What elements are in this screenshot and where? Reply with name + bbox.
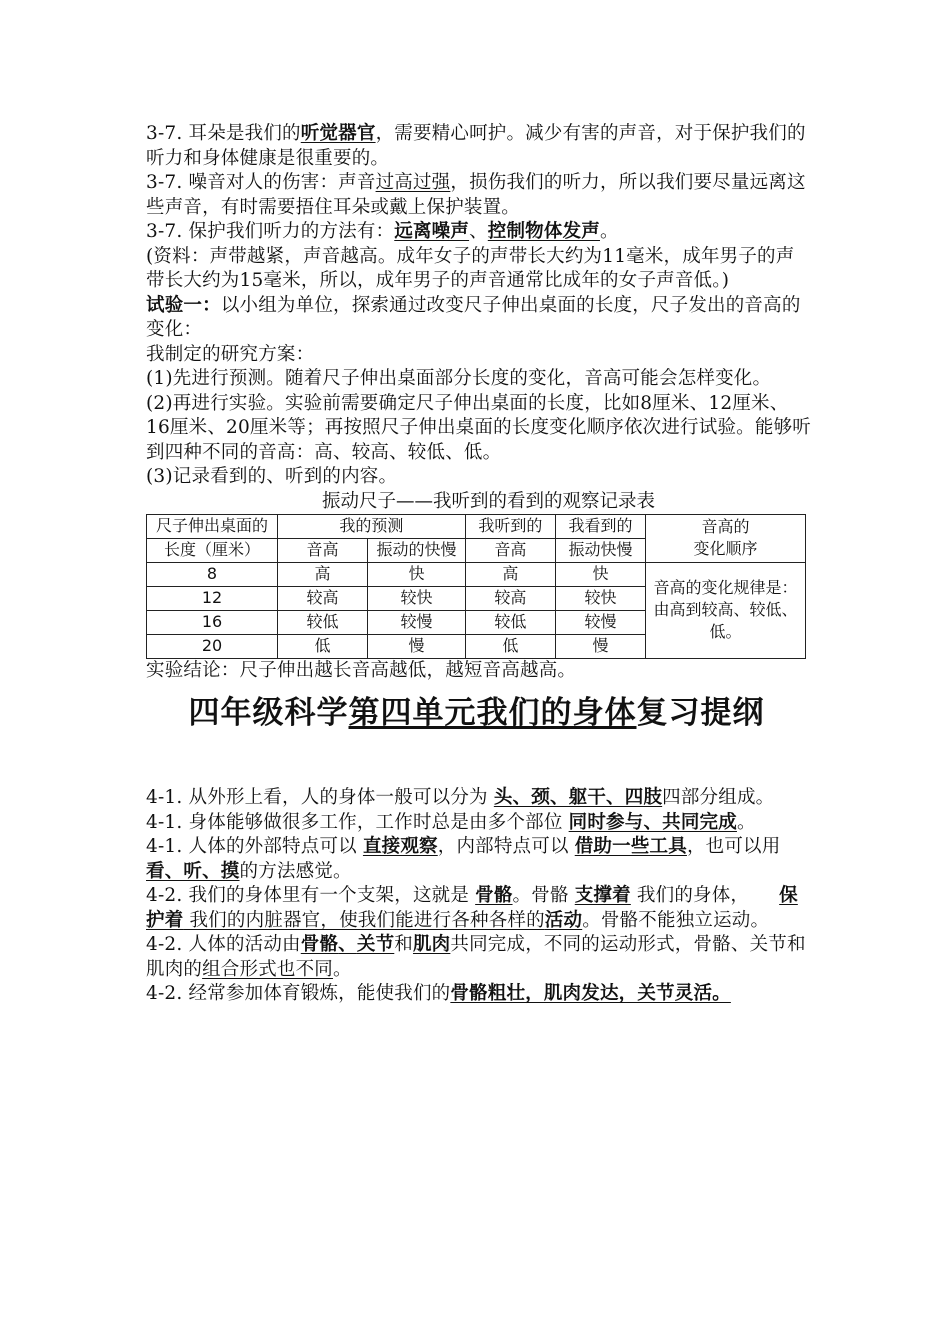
- header-cell: 我看到的: [555, 514, 645, 538]
- answer-blank: 活动: [544, 909, 583, 931]
- paragraph-3-7-ear: [146, 122, 811, 171]
- paragraph-3-7-protect: [146, 220, 811, 245]
- table-cell: 快: [555, 562, 645, 586]
- paragraph-plan: 我制定的研究方案：: [146, 343, 315, 365]
- document-page: [146, 122, 811, 1007]
- text: 我们的身体，: [630, 885, 750, 906]
- text: 。骨骼不能独立运动。: [582, 909, 770, 931]
- heading-text: 复习提纲: [636, 695, 765, 731]
- table-cell: 慢: [555, 634, 645, 658]
- table-cell: 较快: [368, 586, 466, 610]
- answer-blank: 控制物体发声: [487, 221, 600, 242]
- paragraph-conclusion: 实验结论：尺子伸出越长音高越低，越短音高越高。: [146, 659, 577, 681]
- paragraph-4-1-work: [146, 811, 811, 836]
- answer-blank: 骨骼: [300, 934, 339, 955]
- text: ，需要精心呵护。减少有害的声音，对于保护我们的听力和身体健康是很重要的。: [146, 123, 806, 169]
- text: 3-7. 噪音对人的伤害：声音: [146, 172, 376, 193]
- answer-blank: 直接观察: [362, 836, 438, 857]
- heading-text: 四年级科学: [188, 695, 349, 731]
- table-cell: 低: [278, 634, 368, 658]
- header-cell: 我听到的: [465, 514, 555, 538]
- spacer: [146, 733, 811, 786]
- text: 。: [333, 958, 352, 980]
- paragraph-4-2-skeleton: [146, 884, 811, 933]
- text: 的方法感觉。: [239, 860, 352, 882]
- table-cell: 较高: [278, 586, 368, 610]
- text: 4-1. 人体的外部特点可以: [146, 836, 363, 857]
- table-cell-rule: 音高的变化规律是：由高到较高、较低、低。: [646, 562, 806, 658]
- table-cell: 较低: [278, 610, 368, 634]
- text: ，也可以用: [686, 836, 781, 857]
- table-header-row: [147, 514, 806, 538]
- text: 4-2. 经常参加体育锻炼，能使我们的: [146, 983, 451, 1004]
- header-cell: 振动快慢: [555, 538, 645, 562]
- text: 。: [599, 221, 619, 242]
- header-text: 变化顺序: [693, 539, 758, 558]
- table-cell: 高: [278, 562, 368, 586]
- text: 。: [736, 811, 756, 833]
- table-cell: 低: [465, 634, 555, 658]
- answer-blank: 过高过强: [375, 172, 451, 193]
- unit-4-heading: [142, 693, 811, 733]
- paragraph-step-1: (1)先进行预测。随着尺子伸出桌面部分长度的变化，音高可能会怎样变化。: [146, 368, 772, 389]
- table-row: [147, 562, 806, 586]
- answer-blank: 看、听、摸: [146, 860, 240, 882]
- table-cell: 较低: [465, 610, 555, 634]
- header-cell: 音高: [278, 538, 368, 562]
- text: 4-2. 人体的活动由: [146, 934, 301, 955]
- table-cell: 8: [147, 562, 278, 586]
- answer-blank: 头、颈、躯干、四肢: [493, 787, 663, 808]
- table-cell: 慢: [368, 634, 466, 658]
- table-title: 振动尺子——我听到的看到的观察记录表: [321, 490, 655, 512]
- text: 4-2. 我们的身体里有一个支架，这就是: [146, 885, 476, 906]
- text: ，损伤我们的听力，所以我们要尽量远离这些声音，有时需要捂住耳朵或戴上保护装置。: [146, 172, 806, 218]
- answer-blank: 借助一些工具: [574, 836, 687, 857]
- answer-blank: 远离噪声: [394, 221, 470, 242]
- header-cell: 长度（厘米）: [147, 538, 278, 562]
- text: 四部分组成。: [662, 787, 775, 808]
- table-cell: 20: [147, 634, 278, 658]
- paragraph-experiment-one: [146, 294, 811, 343]
- paragraph-4-2-exercise: [146, 982, 811, 1007]
- paragraph-step-3: (3)记录看到的、听到的内容。: [146, 466, 398, 487]
- header-cell: 振动的快慢: [368, 538, 466, 562]
- experiment-label: 试验一：: [146, 294, 221, 316]
- answer-blank: 关节: [356, 934, 395, 955]
- table-cell: 12: [147, 586, 278, 610]
- table-cell: 快: [368, 562, 466, 586]
- text: ，内部特点可以: [437, 836, 575, 857]
- paragraph-vocal-cord-info: (资料：声带越紧，声音越高。成年女子的声带长大约为11毫米，成年男子的声带长大约为15毫米，所以，成年男子的声音通常比成年的女子声音低。): [146, 245, 795, 291]
- answer-blank: 肌肉: [412, 934, 451, 955]
- answer-blank: 支撑着: [574, 885, 631, 906]
- answer-blank: 保护着: [146, 885, 798, 931]
- text: 3-7. 保护我们听力的方法有：: [146, 221, 395, 242]
- answer-blank: 骨骼粗壮，肌肉发达，关节灵活。: [450, 983, 731, 1004]
- header-cell-order: [646, 514, 806, 562]
- text: 4-1. 身体能够做很多工作，工作时总是由多个部位: [146, 811, 569, 833]
- text: 共同完成，不同的运动形式，骨骼、关节和肌肉的: [146, 934, 806, 980]
- header-cell: 我的预测: [278, 514, 466, 538]
- paragraph-4-1-parts: [146, 786, 811, 811]
- heading-text: 第四单元我们的身体: [348, 695, 637, 731]
- text: 和: [394, 934, 413, 955]
- answer-blank: 骨骼: [475, 885, 513, 906]
- paragraph-step-2: (2)再进行实验。实验前需要确定尺子伸出桌面的长度，比如8厘米、12厘米、16厘米、20厘米等；再按照尺子伸出桌面的长度变化顺序依次进行试验。能够听到四种不同的音高：高、较高、较低、低。: [146, 392, 811, 463]
- header-cell: 尺子伸出桌面的: [147, 514, 278, 538]
- header-cell: 音高: [465, 538, 555, 562]
- table-cell: 较高: [465, 586, 555, 610]
- table-cell: 16: [147, 610, 278, 634]
- table-cell: 较快: [555, 586, 645, 610]
- text: 以小组为单位，探索通过改变尺子伸出桌面的长度，尺子发出的音高的变化：: [146, 294, 801, 340]
- answer-blank: 组合形式也不同: [202, 958, 334, 980]
- paragraph-4-2-activity: [146, 933, 811, 982]
- text: 4-1. 从外形上看，人的身体一般可以分为: [146, 787, 494, 808]
- answer-blank: 听觉器官: [300, 123, 376, 144]
- text: 。骨骼: [512, 885, 575, 906]
- text: 3-7. 耳朵是我们的: [146, 123, 301, 144]
- text: 我们的内脏器官，使我们能进行各种各样的: [183, 909, 545, 931]
- table-cell: 高: [465, 562, 555, 586]
- text: 、: [338, 934, 357, 955]
- answer-blank: 同时参与、共同完成: [568, 811, 737, 833]
- text: 、: [469, 221, 488, 242]
- observation-table: [146, 514, 806, 659]
- header-text: 音高的: [701, 517, 750, 536]
- paragraph-4-1-features: [146, 835, 811, 884]
- paragraph-3-7-noise: [146, 171, 811, 220]
- table-cell: 较慢: [555, 610, 645, 634]
- table-cell: 较慢: [368, 610, 466, 634]
